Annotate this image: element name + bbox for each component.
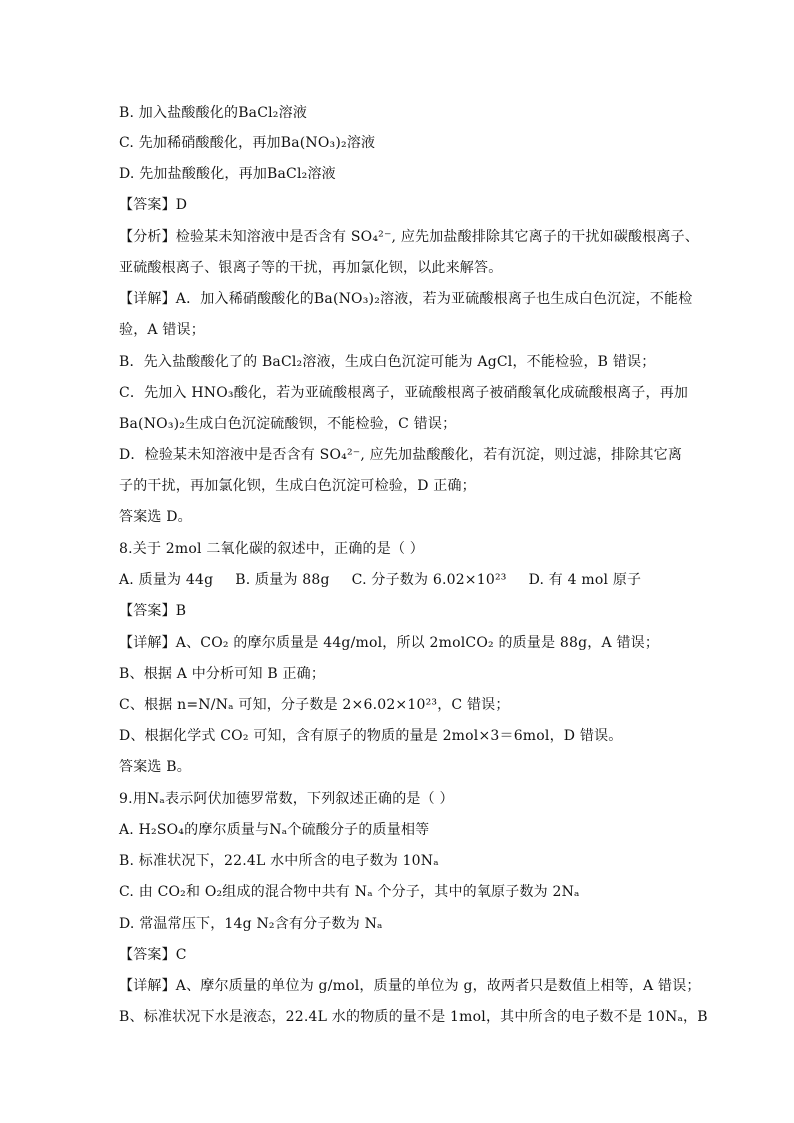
q9-option-b: B. 标准状况下，22.4L 水中所含的电子数为 10Nₐ (119, 853, 439, 869)
q8-option-a: A. 质量为 44g (119, 572, 214, 588)
q7-detail-a-cont: 验，A 错误； (119, 322, 205, 338)
q7-option-c: C. 先加稀硝酸酸化，再加Ba(NO₃)₂溶液 (119, 135, 376, 151)
q7-option-b: B. 加入盐酸酸化的BaCl₂溶液 (119, 105, 308, 121)
q7-answer: 【答案】D (119, 197, 188, 213)
q8-choice: 答案选 B。 (119, 759, 191, 775)
q9-detail-b: B、标准状况下水是液态，22.4L 水的物质的量不是 1mol，其中所含的电子数不是 10Nₐ，B (119, 1009, 708, 1025)
q7-detail-a: 【详解】A．加入稀硝酸酸化的Ba(NO₃)₂溶液，若为亚硫酸根离子也生成白色沉淀，不能检 (119, 291, 693, 307)
q9-option-c: C. 由 CO₂和 O₂组成的混合物中共有 Nₐ 个分子，其中的氧原子数为 2Nₐ (119, 884, 580, 900)
q7-analysis-cont: 亚硫酸根离子、银离子等的干扰，再加氯化钡，以此来解答。 (119, 260, 503, 276)
q8-stem: 8.关于 2mol 二氧化碳的叙述中，正确的是（ ） (119, 541, 424, 557)
q8-option-b: B. 质量为 88g (235, 572, 330, 588)
q8-options-row (119, 570, 754, 590)
q7-analysis: 【分析】检验某未知溶液中是否含有 SO₄²⁻, 应先加盐酸排除其它离子的干扰如碳酸根离子、 (119, 229, 700, 245)
q7-detail-c: C．先加入 HNO₃酸化，若为亚硫酸根离子，亚硫酸根离子被硝酸氧化成硫酸根离子，再加 (119, 385, 689, 401)
q9-answer: 【答案】C (119, 947, 187, 963)
q9-option-d: D. 常温常压下，14g N₂含有分子数为 Nₐ (119, 916, 383, 932)
q8-detail-a: 【详解】A、CO₂ 的摩尔质量是 44g/mol，所以 2molCO₂ 的质量是 88g，A 错误； (119, 635, 660, 651)
q8-option-c: C. 分子数为 6.02×10²³ (351, 572, 507, 588)
q9-detail-a: 【详解】A、摩尔质量的单位为 g/mol，质量的单位为 g，故两者只是数值上相等，A 错误； (119, 978, 701, 994)
q7-detail-c-cont: Ba(NO₃)₂生成白色沉淀硫酸钡，不能检验，C 错误； (119, 416, 457, 432)
q7-detail-b: B．先入盐酸酸化了的 BaCl₂溶液，生成白色沉淀可能为 AgCl，不能检验，B 错误； (119, 354, 656, 370)
q8-option-d: D. 有 4 mol 原子 (528, 572, 642, 588)
q8-detail-b: B、根据 A 中分析可知 B 正确； (119, 666, 326, 682)
q8-detail-c: C、根据 n=N/Nₐ 可知，分子数是 2×6.02×10²³，C 错误； (119, 697, 510, 713)
q7-choice: 答案选 D。 (119, 509, 192, 525)
q7-detail-d: D．检验某未知溶液中是否含有 SO₄²⁻, 应先加盐酸酸化，若有沉淀，则过滤，排除其它离 (119, 447, 683, 463)
q8-detail-d: D、根据化学式 CO₂ 可知，含有原子的物质的量是 2mol×3＝6mol，D 错误。 (119, 728, 623, 744)
q7-option-d: D. 先加盐酸酸化，再加BaCl₂溶液 (119, 166, 336, 182)
q9-option-a: A. H₂SO₄的摩尔质量与Nₐ个硫酸分子的质量相等 (119, 822, 430, 838)
q9-stem: 9.用Nₐ表示阿伏加德罗常数，下列叙述正确的是（ ） (119, 791, 454, 807)
q8-answer: 【答案】B (119, 603, 187, 619)
q7-detail-d-cont: 子的干扰，再加氯化钡，生成白色沉淀可检验，D 正确； (119, 478, 476, 494)
